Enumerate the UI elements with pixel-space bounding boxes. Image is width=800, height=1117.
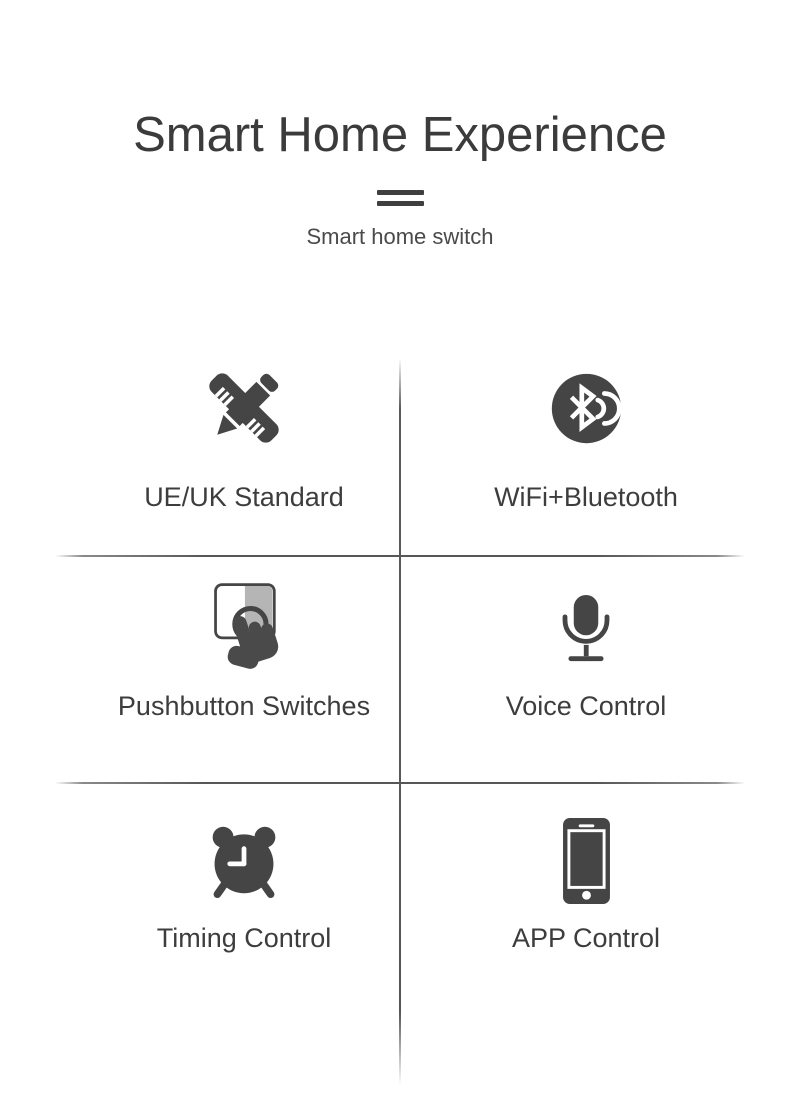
section-header (0, 106, 800, 250)
equals-divider-icon (377, 190, 424, 206)
feature-label: Timing Control (156, 923, 332, 953)
feature-label: Voice Control (505, 691, 667, 721)
feature-label: APP Control (511, 923, 661, 953)
alarm-clock-icon (74, 816, 414, 906)
bluetooth-signal-icon (416, 362, 756, 454)
feature-cell-app (416, 816, 756, 954)
feature-label: UE/UK Standard (144, 482, 344, 512)
feature-cell-timing (74, 816, 414, 954)
feature-label: Pushbutton Switches (117, 691, 371, 721)
feature-cell-pushbutton (74, 578, 414, 722)
feature-label: WiFi+Bluetooth (494, 482, 678, 512)
horizontal-divider-1 (55, 555, 745, 557)
horizontal-divider-2 (55, 782, 745, 784)
microphone-icon (416, 578, 756, 682)
feature-cell-voice (416, 578, 756, 722)
pencil-ruler-icon (74, 362, 414, 454)
feature-cell-connectivity (416, 362, 756, 513)
page-title: Smart Home Experience (133, 108, 667, 162)
pushbutton-switch-icon (74, 578, 414, 682)
smartphone-icon (416, 816, 756, 906)
page-subtitle: Smart home switch (306, 224, 494, 249)
feature-cell-standard (74, 362, 414, 513)
